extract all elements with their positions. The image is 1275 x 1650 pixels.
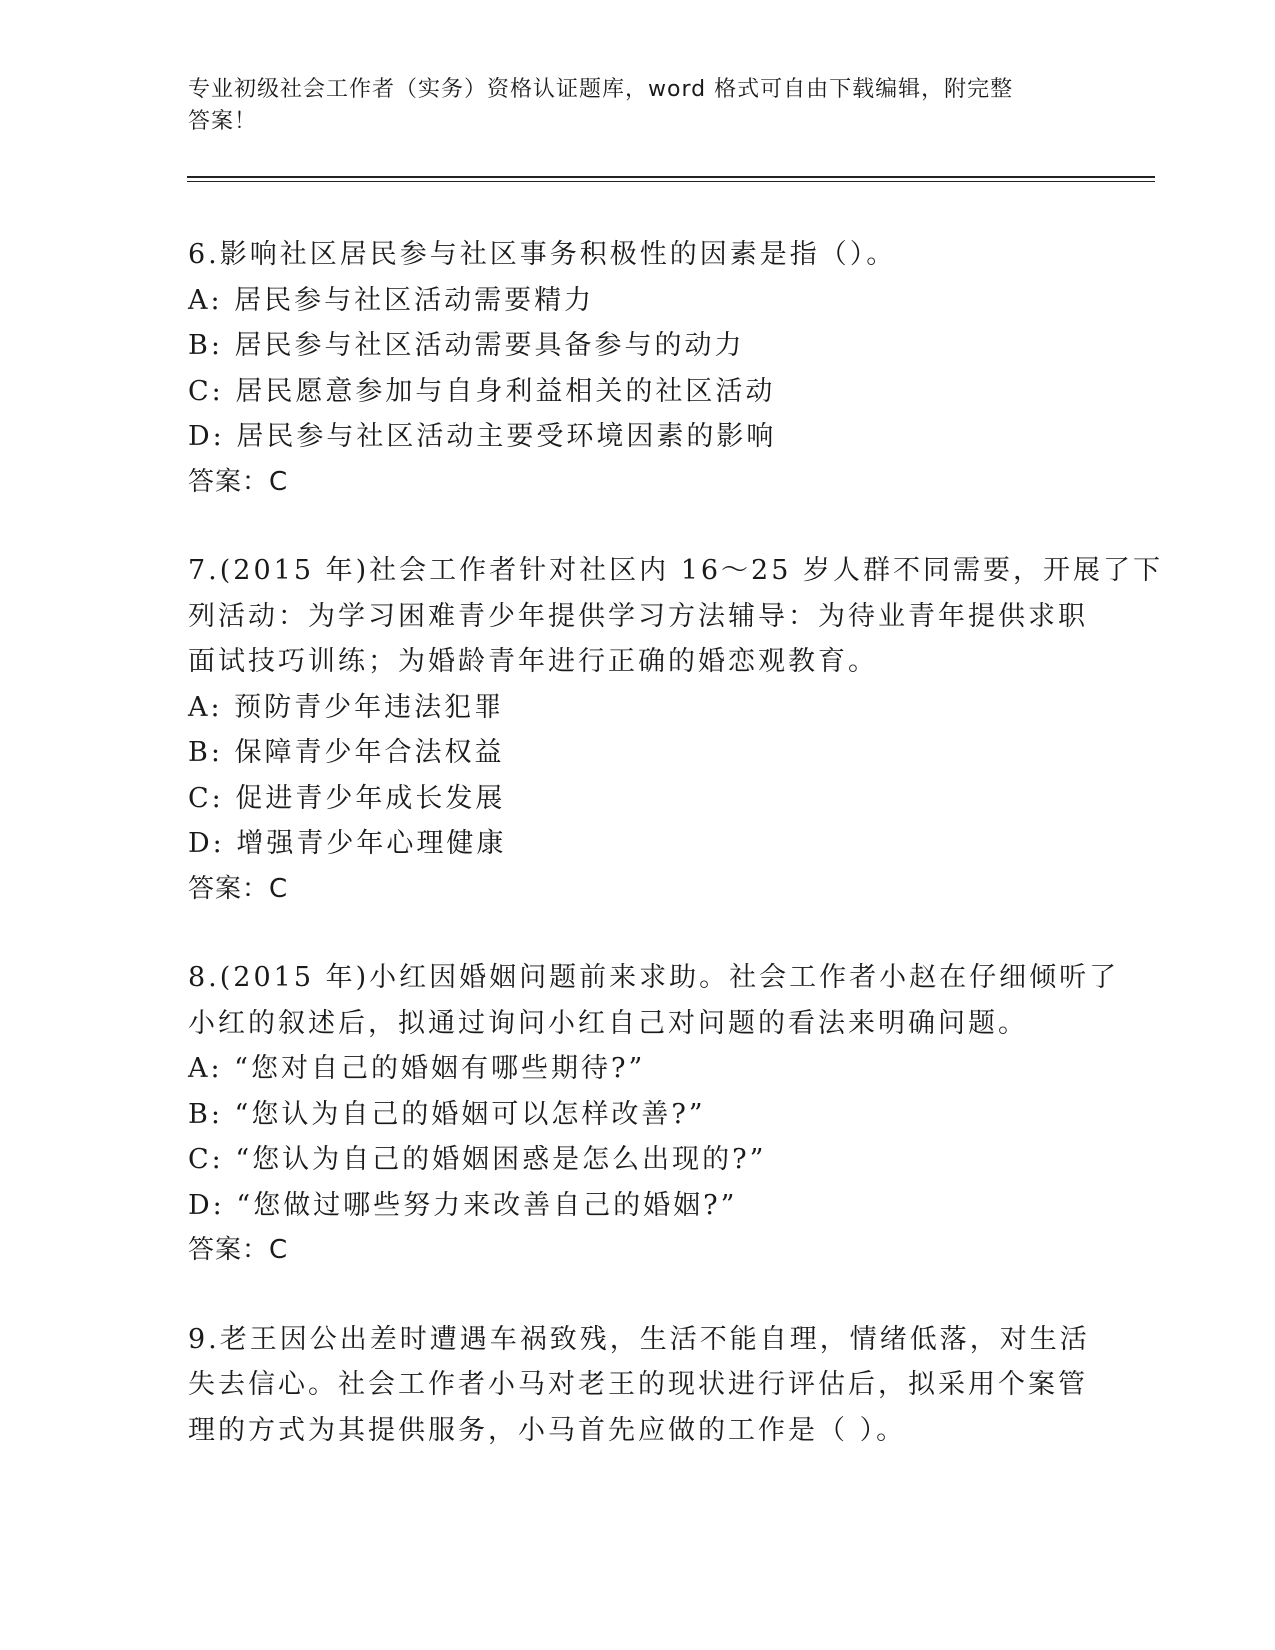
page-header [188, 74, 1088, 138]
option-c: C: “您认为自己的婚姻困惑是怎么出现的?” [188, 1144, 767, 1175]
option-b: B: 居民参与社区活动需要具备参与的动力 [188, 330, 745, 361]
header-line-2: 答案！ [188, 109, 258, 134]
option-b: B: “您认为自己的婚姻可以怎样改善?” [188, 1098, 706, 1130]
option-b: B: 保障青少年合法权益 [188, 737, 505, 768]
question-6 [188, 232, 1088, 505]
question-7 [188, 548, 1164, 912]
answer-label: 答案：C [188, 873, 289, 904]
stem-line: 8.(2015 年)小红因婚姻问题前来求助。社会工作者小赵在仔细倾听了 [188, 962, 1120, 993]
question-stem [188, 955, 1120, 1046]
answer-label: 答案：C [188, 1235, 289, 1265]
stem-line: 6.影响社区居民参与社区事务积极性的因素是指（）。 [188, 239, 897, 270]
question-stem [188, 232, 1088, 278]
option-d: D: 居民参与社区活动主要受环境因素的影响 [188, 421, 777, 452]
stem-line: 7.(2015 年)社会工作者针对社区内 16～25 岁人群不同需要，开展了下 [188, 555, 1164, 586]
option-d: D: “您做过哪些努力来改善自己的婚姻?” [188, 1189, 738, 1221]
question-9 [188, 1317, 1088, 1454]
option-a: A: “您对自己的婚姻有哪些期待?” [188, 1053, 646, 1084]
option-d: D: 增强青少年心理健康 [188, 828, 507, 859]
stem-line: 理的方式为其提供服务，小马首先应做的工作是（ ）。 [188, 1414, 907, 1446]
header-divider-thin [187, 181, 1155, 182]
option-a: A: 居民参与社区活动需要精力 [188, 284, 595, 316]
stem-line: 面试技巧训练；为婚龄青年进行正确的婚恋观教育。 [188, 646, 878, 677]
question-list [188, 232, 1164, 1496]
option-a: A: 预防青少年违法犯罪 [188, 691, 505, 723]
stem-line: 小红的叙述后，拟通过询问小红自己对问题的看法来明确问题。 [188, 1007, 1028, 1039]
stem-line: 列活动：为学习困难青少年提供学习方法辅导：为待业青年提供求职 [188, 600, 1088, 632]
question-stem [188, 548, 1164, 685]
question-stem [188, 1317, 1088, 1454]
header-line-1: 专业初级社会工作者（实务）资格认证题库，word 格式可自由下载编辑，附完整 [188, 77, 1014, 102]
answer-label: 答案：C [188, 466, 289, 497]
option-c: C: 促进青少年成长发展 [188, 782, 506, 814]
question-8 [188, 955, 1120, 1274]
option-c: C: 居民愿意参加与自身利益相关的社区活动 [188, 375, 776, 407]
stem-line: 失去信心。社会工作者小马对老王的现状进行评估后，拟采用个案管 [188, 1369, 1088, 1400]
stem-line: 9.老王因公出差时遭遇车祸致残，生活不能自理，情绪低落，对生活 [188, 1323, 1090, 1355]
header-divider-thick [187, 176, 1155, 178]
